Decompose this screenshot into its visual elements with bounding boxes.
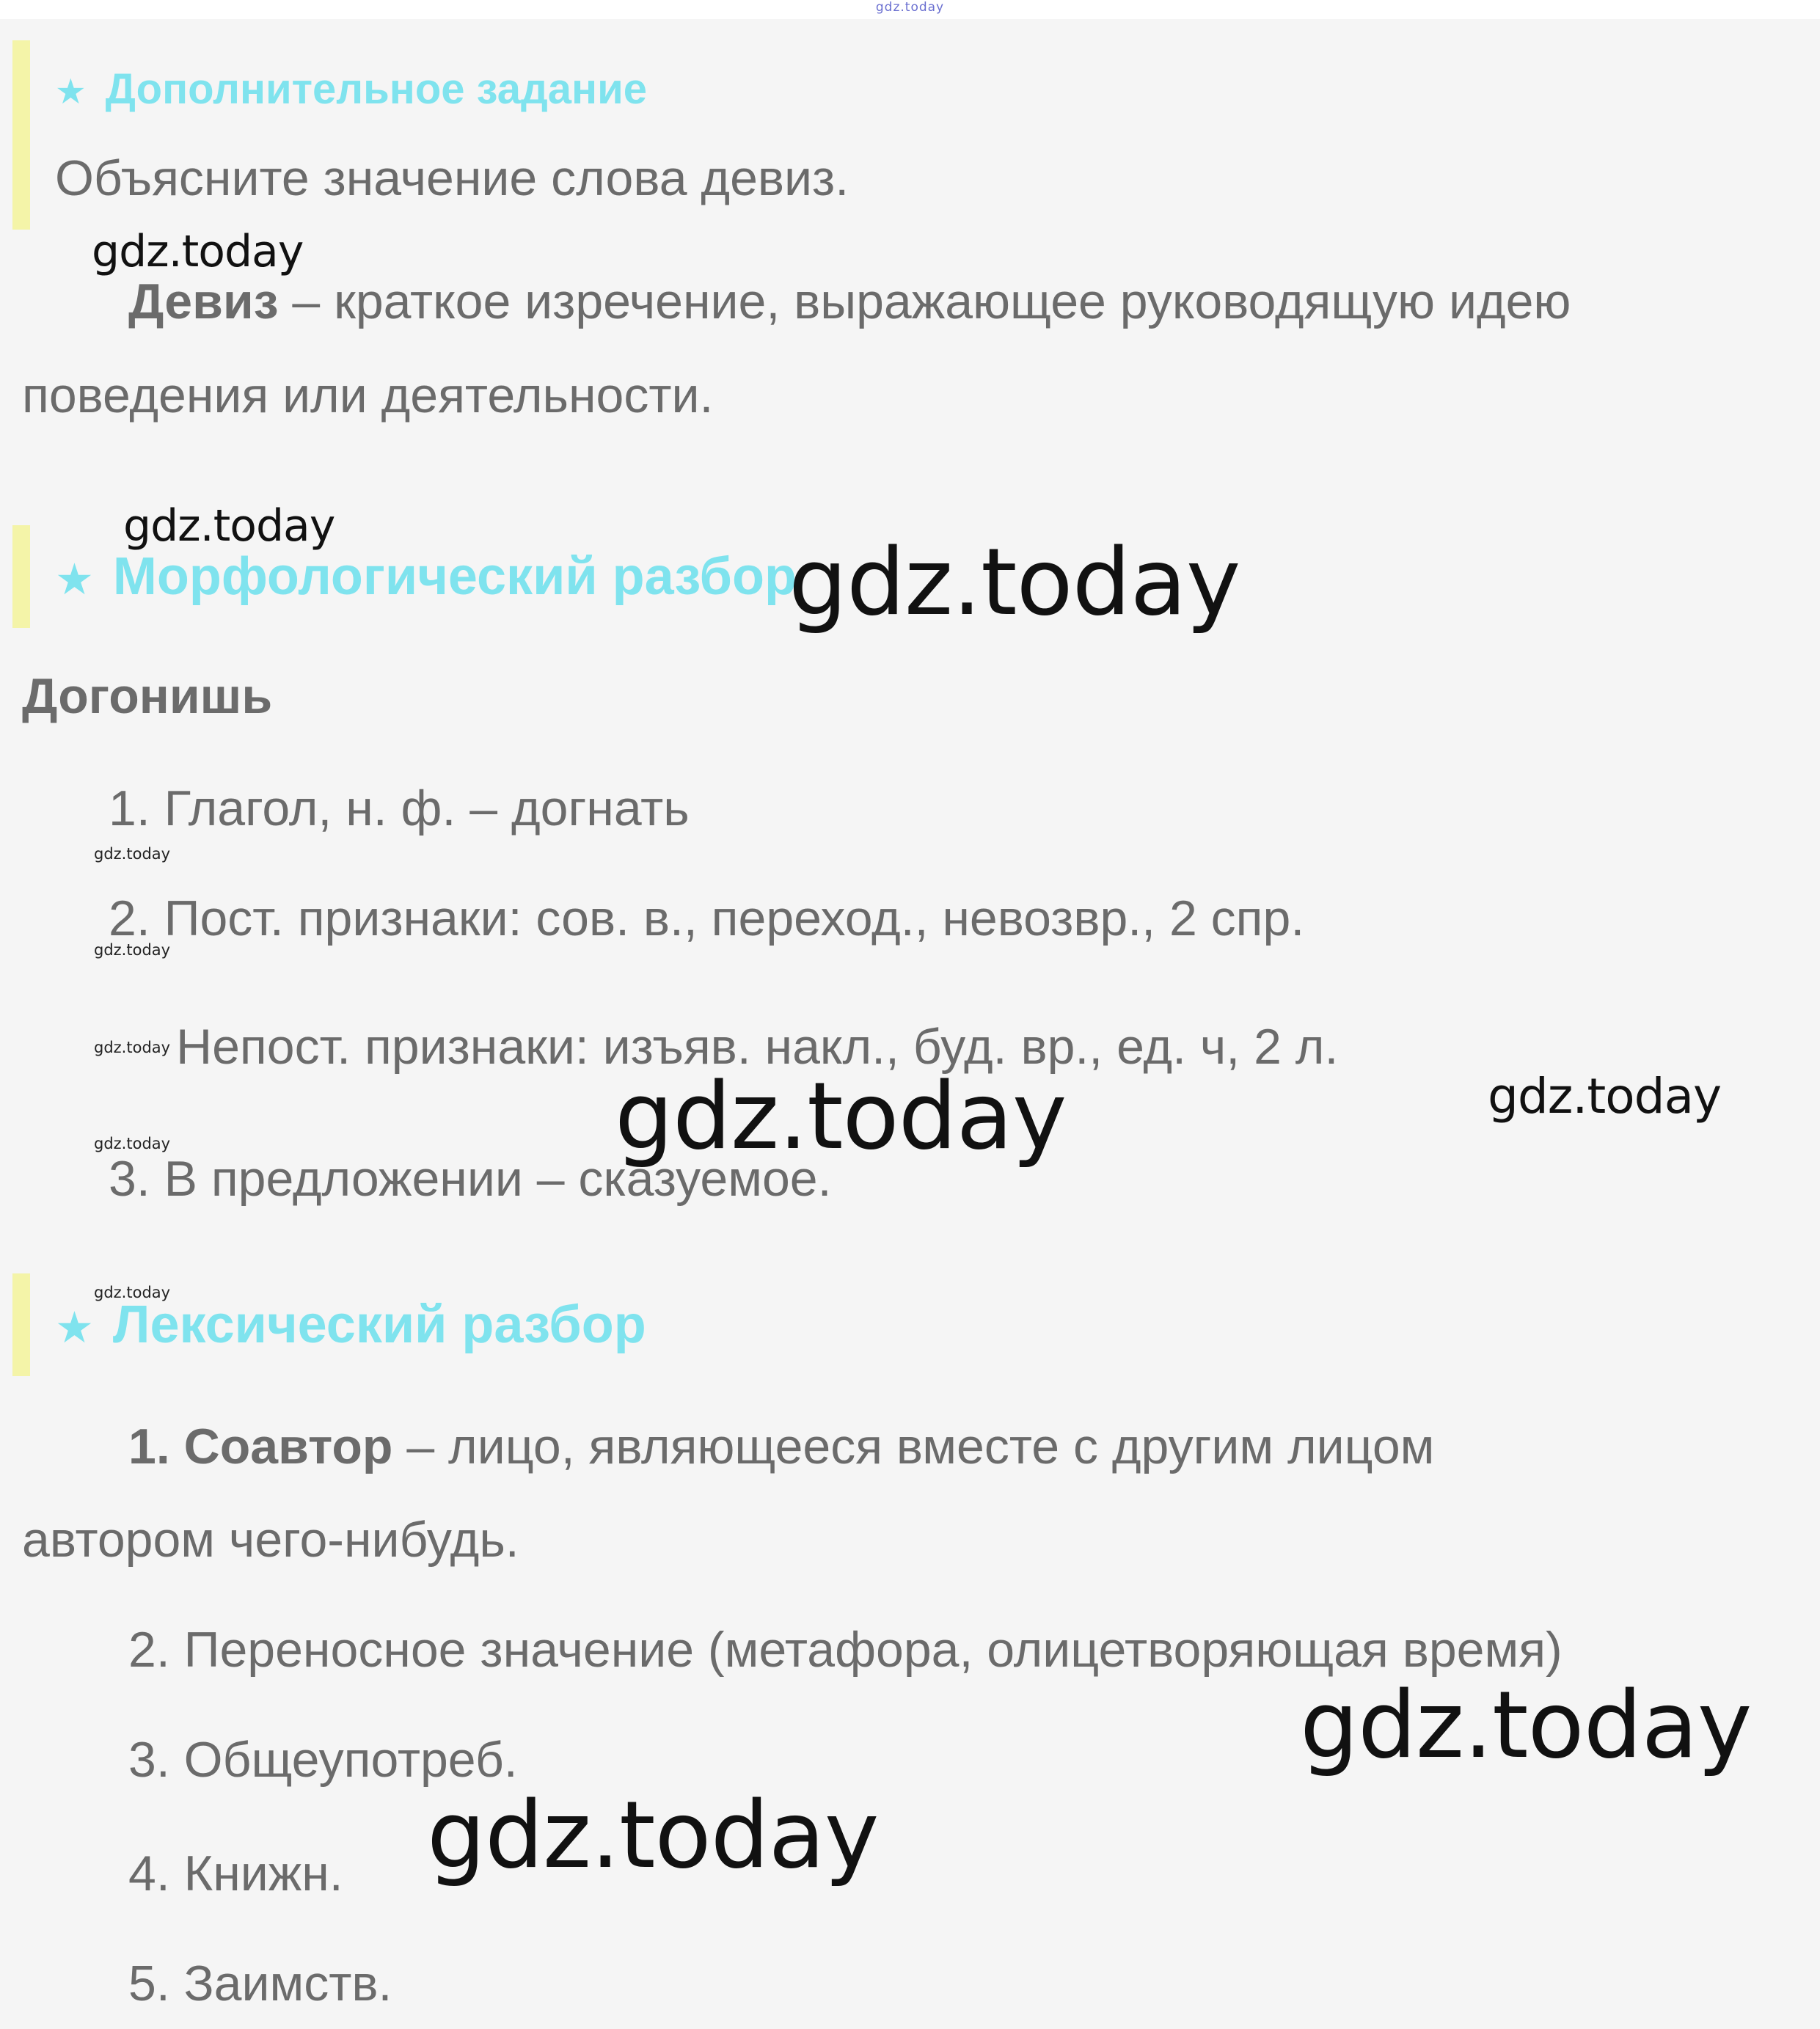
watermark: gdz.today <box>94 1039 171 1056</box>
star-icon: ★ <box>55 555 94 604</box>
section-bar-morph <box>12 525 30 628</box>
morph-title: Морфологический разбор <box>112 547 797 606</box>
star-icon: ★ <box>55 1304 94 1352</box>
lexical-term: 1. Соавтор <box>128 1419 393 1474</box>
watermark: gdz.today <box>94 845 171 863</box>
morph-word: Догонишь <box>22 668 273 724</box>
lexical-item-1-line-1 <box>128 1418 1434 1475</box>
watermark-top: gdz.today <box>875 0 945 15</box>
section-bar-extra <box>12 40 30 230</box>
definition-term: Девиз <box>128 274 279 329</box>
lexical-item: 4. Книжн. <box>128 1846 343 1901</box>
section-bar-lexical <box>12 1273 30 1376</box>
morph-item: Непост. признаки: изъяв. накл., буд. вр., ед. ч, 2 л. <box>176 1019 1339 1075</box>
morph-item: 1. Глагол, н. ф. – догнать <box>109 780 690 836</box>
watermark: gdz.today <box>1488 1068 1722 1125</box>
lexical-item: 3. Общеупотреб. <box>128 1732 518 1788</box>
lexical-term-text: – лицо, являющееся вместе с другим лицом <box>392 1419 1435 1474</box>
lexical-header <box>55 1295 646 1355</box>
watermark: gdz.today <box>789 528 1240 636</box>
lexical-item: 2. Переносное значение (метафора, олицетворяющая время) <box>128 1622 1563 1678</box>
watermark: gdz.today <box>94 941 171 959</box>
definition-line-2: поведения или деятельности. <box>22 368 714 423</box>
watermark: gdz.today <box>92 226 304 277</box>
watermark: gdz.today <box>427 1781 879 1889</box>
definition-text: – краткое изречение, выражающее руководящую идею <box>278 274 1571 329</box>
watermark: gdz.today <box>615 1062 1067 1170</box>
lexical-item: 5. Заимств. <box>128 1956 392 2011</box>
watermark: gdz.today <box>1300 1671 1752 1779</box>
morph-item: 2. Пост. признаки: сов. в., переход., невозвр., 2 спр. <box>109 891 1305 946</box>
extra-task-title: Дополнительное задание <box>105 65 647 113</box>
morph-item: 3. В предложении – сказуемое. <box>109 1151 832 1207</box>
morph-header <box>55 546 797 607</box>
extra-task-question: Объясните значение слова девиз. <box>55 150 849 206</box>
definition-line-1 <box>128 273 1571 330</box>
lexical-item-1-line-2: автором чего-нибудь. <box>22 1512 519 1568</box>
extra-task-header <box>55 65 647 114</box>
star-icon: ★ <box>55 73 87 111</box>
watermark: gdz.today <box>94 1135 171 1152</box>
lexical-title: Лексический разбор <box>112 1295 646 1354</box>
watermark: gdz.today <box>94 1284 171 1301</box>
watermark: gdz.today <box>123 500 335 552</box>
